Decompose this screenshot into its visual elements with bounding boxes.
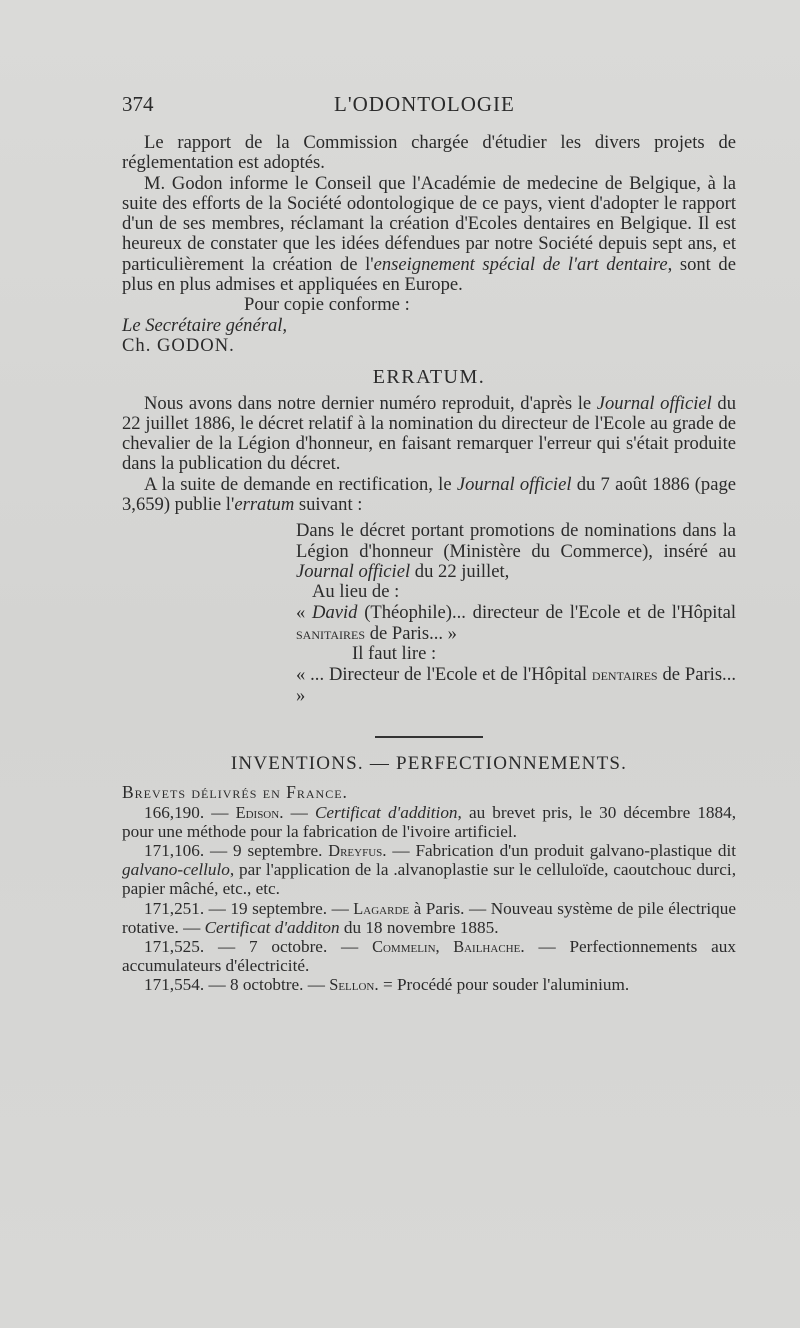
quote-instead-label: Au lieu de : <box>312 581 400 603</box>
inventions-heading: INVENTIONS. — PERFECTIONNEMENTS. <box>230 753 628 775</box>
running-title: L'ODONTOLOGIE <box>334 92 515 116</box>
erratum-quote <box>296 521 736 706</box>
quote-read-label: Il faut lire : <box>352 643 437 665</box>
patent-entry: 171,251. — 19 septembre. — Lagarde à Paris. — Nouveau système de pile électrique rotative. — Certificat d'additon du 18 novembre 1885. <box>122 898 736 937</box>
paragraph: M. Godon informe le Conseil que l'Académie de medecine de Belgique, à la suite des efforts de la Société odontologique de ce pays, vient d'adopter le rapport d'un de ses membres, réclamant la création d'Ecoles dentaires en Belgique. Il est heureux de constater que les idées défendues par notre Société depuis sept ans, et particulièrement la création de l'enseignement spécial de l'art dentaire, sont de plus en plus admises et appliquées en Europe. <box>122 172 736 296</box>
text-column <box>122 133 736 995</box>
erratum-heading: ERRATUM. <box>372 366 486 389</box>
page-number: 374 <box>122 92 154 116</box>
quote-paragraph: Dans le décret portant promotions de nominations dans la Légion d'honneur (Ministère du Commerce), inséré au Journal officiel du 22 juillet, <box>296 520 736 582</box>
patents-subheading: Brevets délivrés en France. <box>122 782 348 803</box>
quote-wrong-text: « David (Théophile)... directeur de l'Ecole et de l'Hôpital sanitaires de Paris... » <box>296 601 736 644</box>
quote-correct-text: « ... Directeur de l'Ecole et de l'Hôpital dentaires de Paris... » <box>296 664 736 706</box>
patent-entry: 166,190. — Edison. — Certificat d'addition, au brevet pris, le 30 décembre 1884, pour une méthode pour la fabrication de l'ivoire artificiel. <box>122 802 737 841</box>
signature-name: Ch. GODON. <box>122 334 235 356</box>
patent-entry: 171,554. — 8 octobtre. — Sellon. = Procédé pour souder l'aluminium. <box>144 975 630 995</box>
paragraph: Le rapport de la Commission chargée d'étudier les divers projets de réglementation est adoptés. <box>122 132 736 174</box>
copy-conform-line: Pour copie conforme : <box>244 294 410 316</box>
patent-entry: 171,106. — 9 septembre. Dreyfus. — Fabrication d'un produit galvano-plastique dit galvano-cellulo, par l'application de la .alvanoplastie sur le celluloïde, caoutchouc durci, papier mâché, etc., etc. <box>122 841 736 899</box>
patent-entry: 171,525. — 7 octobre. — Commelin, Bailhache. — Perfectionnements aux accumulateurs d'électricité. <box>122 937 736 976</box>
section-divider <box>375 736 483 738</box>
running-header <box>122 92 742 122</box>
paragraph: A la suite de demande en rectification, le Journal officiel du 7 août 1886 (page 3,659) publie l'erratum suivant : <box>122 473 737 516</box>
paragraph: Nous avons dans notre dernier numéro reproduit, d'après le Journal officiel du 22 juillet 1886, le décret relatif à la nomination du directeur de l'Ecole au grade de chevalier de la Légion d'honneur, en faisant remarquer l'erreur qui s'était produite dans la publication du décret. <box>122 392 736 475</box>
signature-title: Le Secrétaire général, <box>122 314 288 336</box>
patent-list <box>122 803 736 995</box>
